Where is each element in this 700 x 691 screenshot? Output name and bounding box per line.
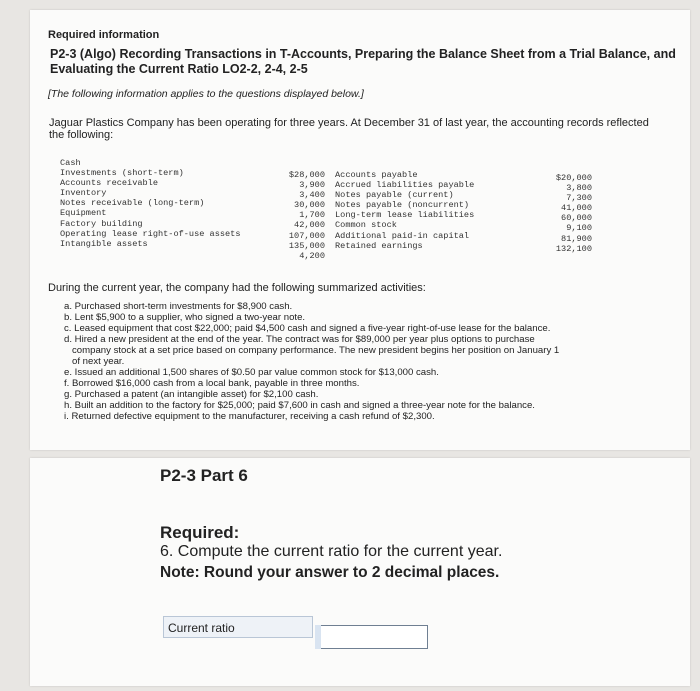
answer-row: [163, 616, 428, 650]
account-name: Additional paid-in capital: [335, 230, 470, 241]
left-accounts-list: [60, 158, 241, 249]
account-name: Accrued liabilities payable: [335, 180, 475, 191]
account-value: 3,800: [566, 183, 592, 194]
activity-item: f. Borrowed $16,000 cash from a local bank, payable in three months.: [64, 378, 360, 389]
account-name: Inventory: [60, 188, 107, 199]
activity-item: b. Lent $5,900 to a supplier, who signed a two-year note.: [64, 312, 306, 323]
activities-list: [64, 301, 664, 422]
account-name: Intangible assets: [60, 238, 148, 249]
activity-item: c. Leased equipment that cost $22,000; paid $4,500 cash and signed a five-year right-of-use lease for the balance.: [64, 323, 551, 334]
account-value: 30,000: [294, 200, 325, 211]
account-name: Cash: [60, 158, 81, 168]
activity-item: a. Purchased short-term investments for $8,900 cash.: [64, 301, 293, 312]
rounding-note: Note: Round your answer to 2 decimal places.: [160, 564, 500, 581]
account-value: 7,300: [566, 193, 592, 204]
account-name: Accounts receivable: [60, 178, 158, 189]
activities-intro: During the current year, the company had the following summarized activities:: [48, 282, 426, 294]
required-heading: Required:: [160, 523, 240, 542]
account-value: 60,000: [561, 213, 592, 224]
account-name: Accounts payable: [335, 170, 418, 180]
account-value: 107,000: [288, 230, 325, 241]
activity-item: d. Hired a new president at the end of the year. The contract was for $89,000 per year plus options to purchase: [64, 334, 535, 345]
right-accounts-list: [335, 170, 474, 251]
account-value: 42,000: [294, 220, 325, 231]
activity-item: g. Purchased a patent (an intangible asset) for $2,100 cash.: [64, 389, 319, 400]
account-value: 9,100: [566, 223, 592, 234]
activity-item: company stock at a set price based on company performance. The new president begins her position on January 1: [72, 345, 560, 356]
problem-card: [30, 10, 690, 450]
required-info-heading: Required information: [48, 29, 160, 41]
account-value: 41,000: [561, 203, 592, 214]
account-value: $28,000: [288, 170, 325, 180]
activity-item: h. Built an addition to the factory for $25,000; paid $7,600 in cash and signed a three-year note for the balance.: [64, 400, 535, 411]
account-name: Notes payable (noncurrent): [335, 200, 470, 211]
applies-note: [The following information applies to the questions displayed below.]: [48, 88, 364, 100]
account-name: Notes payable (current): [335, 190, 454, 201]
account-name: Equipment: [60, 208, 107, 219]
left-values-list: [250, 170, 325, 261]
account-name: Notes receivable (long-term): [60, 198, 205, 209]
intro-text: Jaguar Plastics Company has been operating for three years. At December 31 of last year, the accounting records reflected the following:: [49, 117, 649, 141]
account-value: 135,000: [288, 240, 325, 251]
question-text: 6. Compute the current ratio for the current year.: [160, 543, 503, 560]
activity-item: e. Issued an additional 1,500 shares of $0.50 par value common stock for $13,000 cash.: [64, 367, 439, 378]
account-value: 3,900: [299, 180, 325, 191]
account-value: 81,900: [561, 233, 592, 244]
account-name: Common stock: [335, 220, 397, 231]
account-name: Retained earnings: [335, 240, 423, 251]
account-name: Long-term lease liabilities: [335, 210, 475, 221]
account-value: 1,700: [299, 210, 325, 221]
question-card: [30, 458, 690, 686]
account-value: 3,400: [299, 190, 325, 201]
account-name: Operating lease right-of-use assets: [60, 228, 241, 239]
account-value: 132,100: [555, 243, 592, 254]
account-value: $20,000: [555, 173, 592, 183]
current-ratio-input[interactable]: [315, 625, 428, 649]
account-name: Investments (short-term): [60, 168, 184, 179]
activity-item: of next year.: [72, 356, 125, 367]
part-heading: P2-3 Part 6: [160, 466, 248, 485]
right-values-list: [520, 173, 592, 254]
problem-title: P2-3 (Algo) Recording Transactions in T-Accounts, Preparing the Balance Sheet from a Trial Balance, and Evaluating the Current Ratio LO2-2, 2-4, 2-5: [50, 47, 676, 76]
current-ratio-label: Current ratio: [163, 616, 313, 638]
account-name: Factory building: [60, 218, 143, 229]
activity-item: i. Returned defective equipment to the manufacturer, receiving a cash refund of $2,300.: [64, 411, 435, 422]
input-accent: [315, 625, 321, 649]
account-value: 4,200: [299, 250, 325, 261]
